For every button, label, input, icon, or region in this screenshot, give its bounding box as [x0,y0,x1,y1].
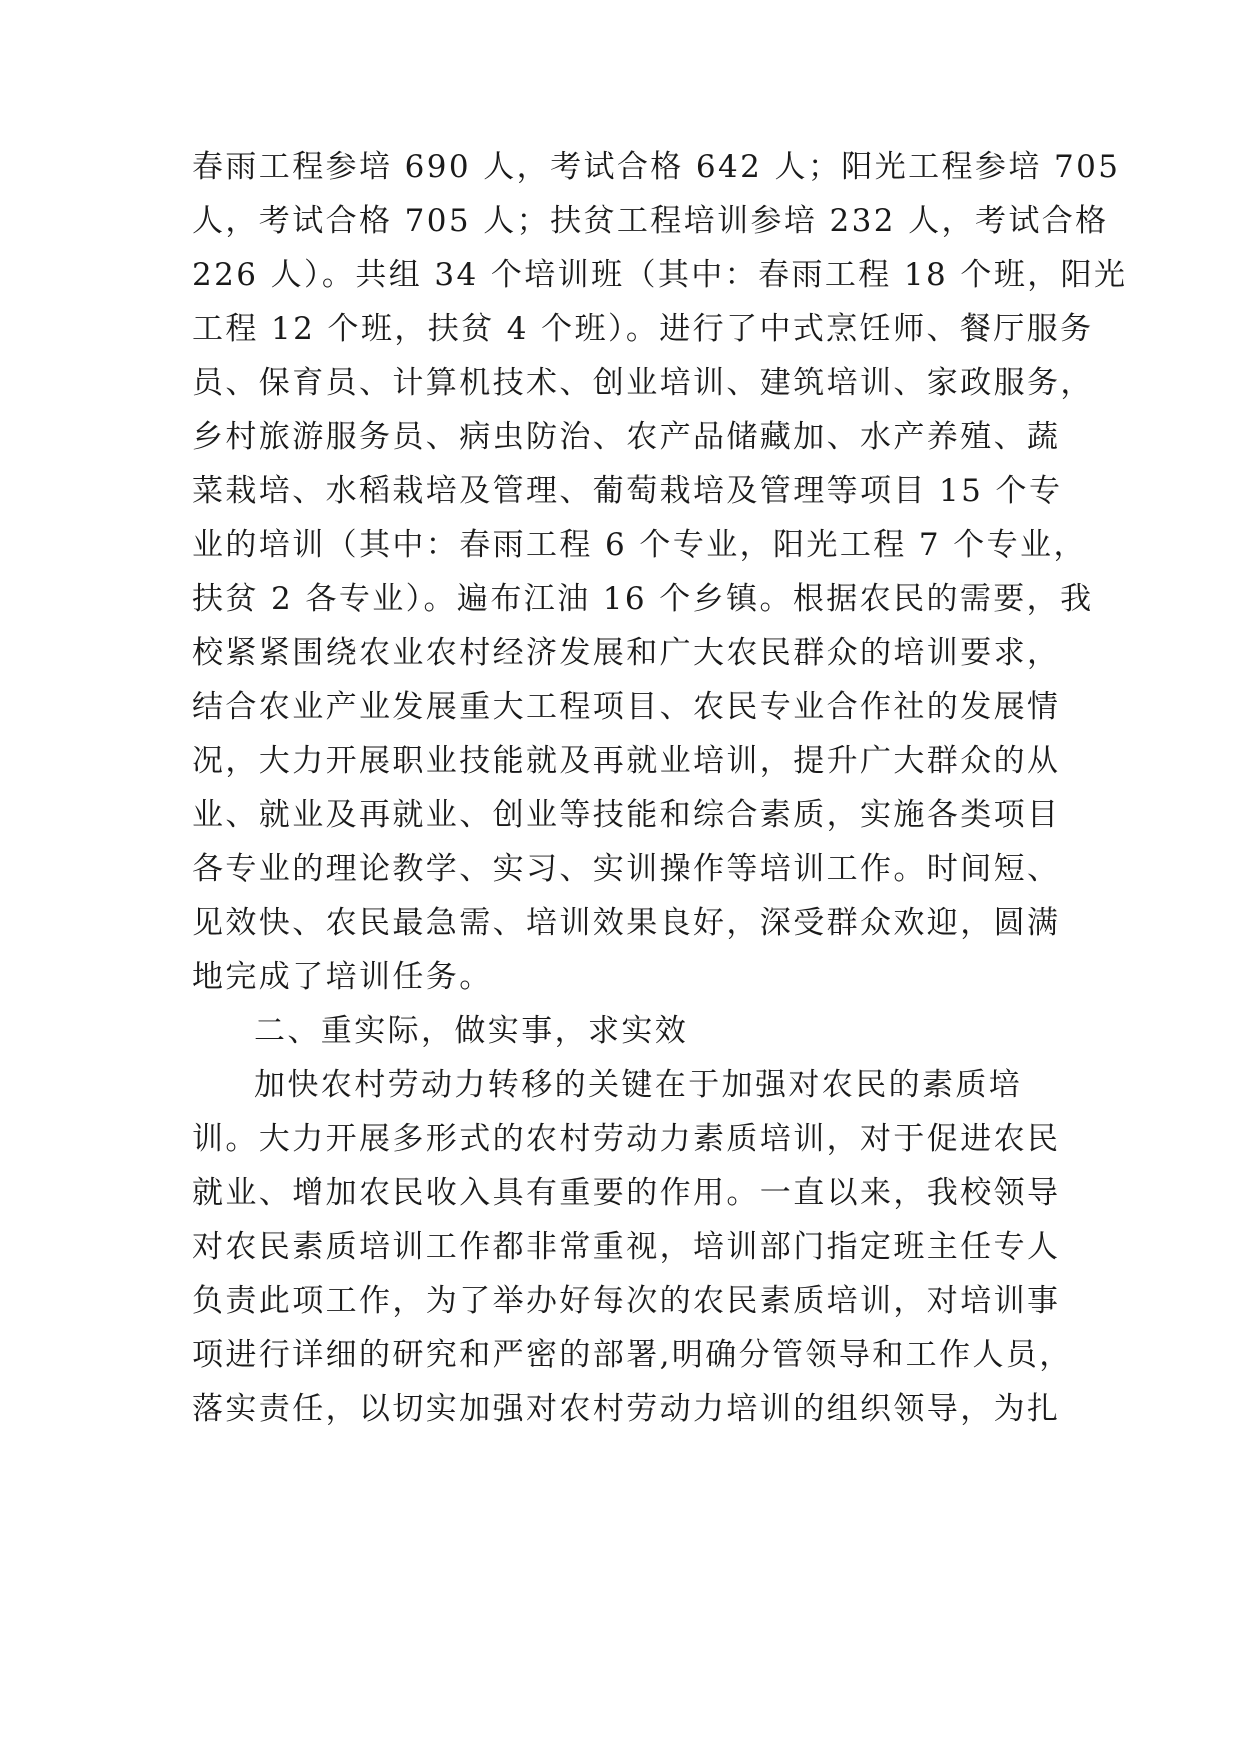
text-line: 工程 12 个班，扶贫 4 个班）。进行了中式烹饪师、餐厅服务 [192,311,1094,347]
text-line: 况，大力开展职业技能就及再就业培训，提升广大群众的从 [192,743,1061,779]
text-line: 226 人）。共组 34 个培训班（其中：春雨工程 18 个班，阳光 [192,257,1128,293]
text-line: 春雨工程参培 690 人，考试合格 642 人；阳光工程参培 705 [192,149,1121,185]
text-line: 扶贫 2 各专业）。遍布江油 16 个乡镇。根据农民的需要，我 [192,581,1094,617]
text-line: 各专业的理论教学、实习、实训操作等培训工作。时间短、 [192,851,1061,887]
text-line: 对农民素质培训工作都非常重视，培训部门指定班主任专人 [192,1229,1061,1265]
text-line: 训。大力开展多形式的农村劳动力素质培训，对于促进农民 [192,1121,1061,1157]
text-line: 就业、增加农民收入具有重要的作用。一直以来，我校领导 [192,1175,1061,1211]
text-line: 员、保育员、计算机技术、创业培训、建筑培训、家政服务， [192,365,1094,401]
text-line: 业的培训（其中：春雨工程 6 个专业，阳光工程 7 个专业， [192,527,1087,563]
text-line: 地完成了培训任务。 [192,959,493,995]
text-line: 项进行详细的研究和严密的部署,明确分管领导和工作人员， [192,1337,1073,1373]
text-line: 业、就业及再就业、创业等技能和综合素质，实施各类项目 [192,797,1061,833]
text-line: 校紧紧围绕农业农村经济发展和广大农民群众的培训要求， [192,635,1061,671]
text-line: 乡村旅游服务员、病虫防治、农产品储藏加、水产养殖、蔬 [192,419,1061,455]
text-line: 菜栽培、水稻栽培及管理、葡萄栽培及管理等项目 15 个专 [192,473,1063,509]
text-line: 结合农业产业发展重大工程项目、农民专业合作社的发展情 [192,689,1061,725]
text-line: 落实责任，以切实加强对农村劳动力培训的组织领导，为扎 [192,1391,1061,1427]
text-line: 加快农村劳动力转移的关键在于加强对农民的素质培 [254,1067,1023,1103]
text-line: 见效快、农民最急需、培训效果良好，深受群众欢迎，圆满 [192,905,1061,941]
text-line: 负责此项工作，为了举办好每次的农民素质培训，对培训事 [192,1283,1061,1319]
text-line: 人，考试合格 705 人；扶贫工程培训参培 232 人，考试合格 [192,203,1109,239]
section-heading: 二、重实际，做实事，求实效 [254,1013,689,1049]
